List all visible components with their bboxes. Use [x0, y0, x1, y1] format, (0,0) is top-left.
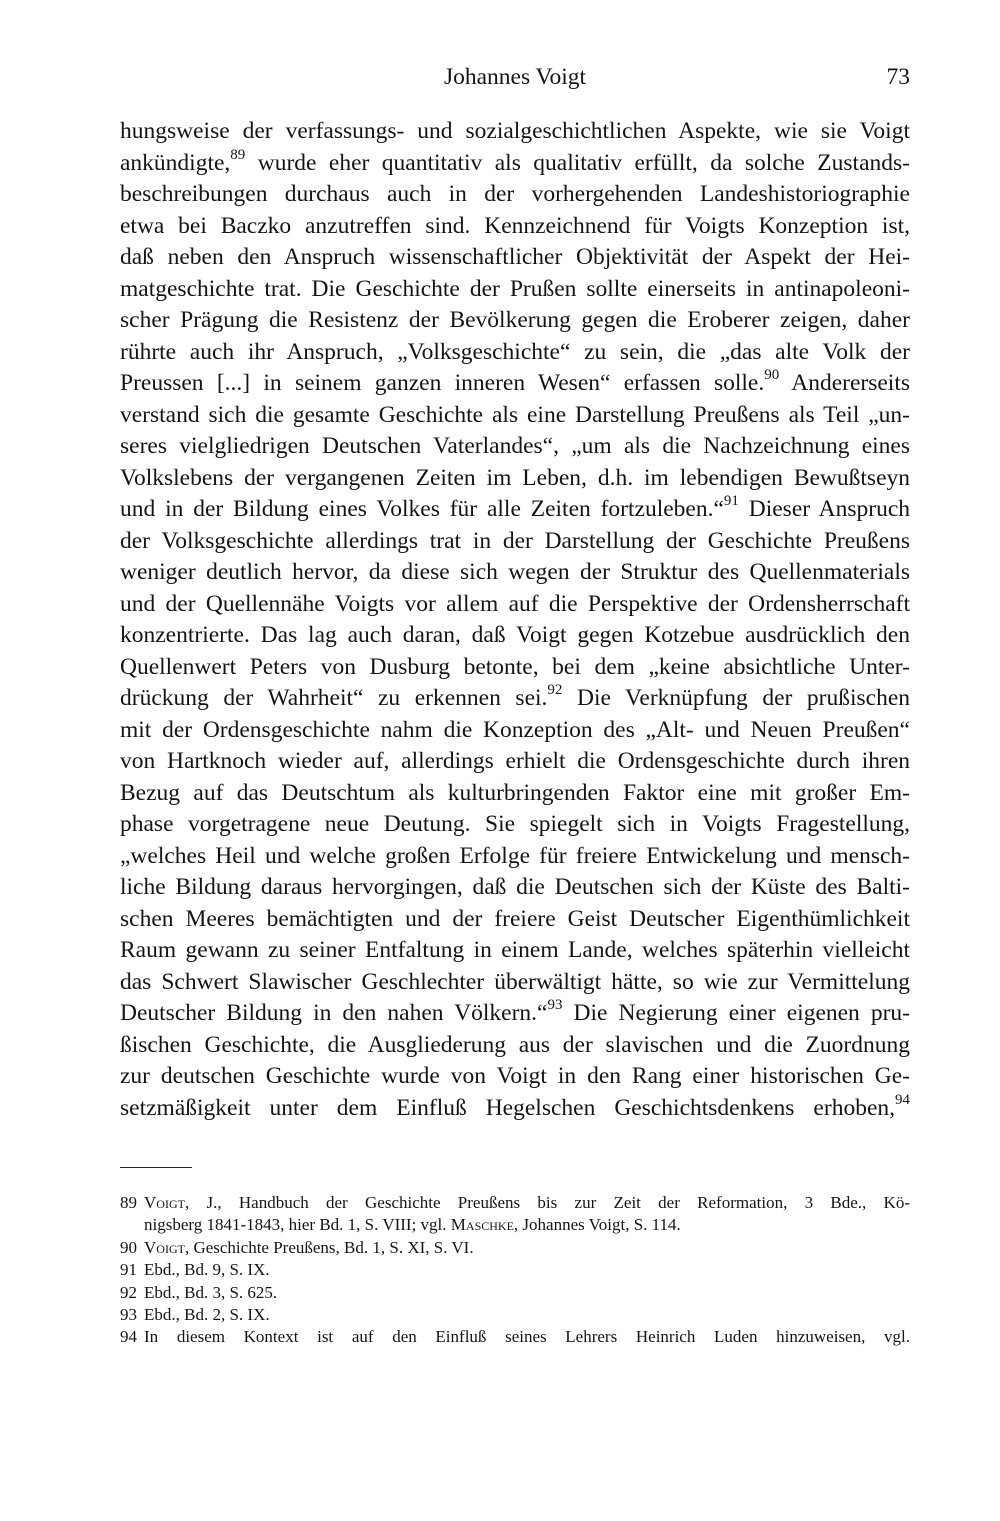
footnote-ref[interactable]: 92 [547, 682, 563, 699]
text-line: daß neben den Anspruch wissenschaftlicher Objektivität der Aspekt der Hei- [120, 244, 910, 270]
text-line: konzentrierte. Das lag auch daran, daß Voigt gegen Kotzebue ausdrücklich den [120, 622, 910, 648]
text-line: ßischen Geschichte, die Ausgliederung aus der slavischen und die Zuordnung [120, 1031, 910, 1058]
text-line: schen Meeres bemächtigten und der freiere Geist Deutscher Eigenthümlichkeit [120, 905, 910, 932]
text-line: Bezug auf das Deutschtum als kulturbringenden Faktor eine mit großer Em- [120, 779, 910, 806]
footnote [120, 1259, 910, 1281]
text-line: Volkslebens der vergangenen Zeiten im Leben, d.h. im lebendigen Bewußtseyn [120, 464, 910, 491]
text-line: mit der Ordensgeschichte nahm die Konzeption des „Alt- und Neuen Preußen“ [120, 716, 910, 743]
footnotes [120, 1192, 910, 1349]
running-title: Johannes Voigt [443, 64, 587, 90]
footnote-number: 92 [120, 1282, 137, 1302]
running-header [120, 56, 910, 96]
text-line: das Schwert Slawischer Geschlechter überwältigt hätte, so wie zur Vermittelung [120, 968, 910, 995]
text-line: rührte auch ihr Anspruch, „Volksgeschichte“ zu sein, die „das alte Volk der [120, 338, 910, 365]
text-line: drückung der Wahrheit“ zu erkennen sei.$^{92}$ Die Verknüpfung der prußischen [120, 682, 910, 711]
text-line: beschreibungen durchaus auch in der vorhergehenden Landeshistoriographie [120, 181, 910, 207]
footnote [120, 1237, 910, 1259]
text-line: matgeschichte trat. Die Geschichte der Prußen sollte einerseits in antinapoleoni- [120, 275, 910, 302]
footnote-line: Voigt, Geschichte Preußens, Bd. 1, S. XI, S. VI. [144, 1237, 474, 1257]
text-line: Raum gewann zu seiner Entfaltung in einem Lande, welches späterhin vielleicht [120, 937, 910, 963]
text-line: ankündigte,$^{89}$ wurde eher quantitativ als qualitativ erfüllt, da solche Zustands- [120, 146, 910, 176]
footnote-line: nigsberg 1841-1843, hier Bd. 1, S. VIII; vgl. Maschke, Johannes Voigt, S. 114. [144, 1215, 681, 1235]
footnote-ref[interactable]: 94 [895, 1091, 910, 1108]
text-line: Quellenwert Peters von Dusburg betonte, bei dem „keine absichtliche Unter- [120, 653, 910, 680]
text-line: zur deutschen Geschichte wurde von Voigt in den Rang einer historischen Ge- [120, 1063, 910, 1089]
footnote-line: Voigt, J., Handbuch der Geschichte Preußens bis zur Zeit der Reformation, 3 Bde., Kö- [144, 1193, 910, 1212]
main-text [120, 116, 910, 1124]
footnote-number: 94 [120, 1327, 137, 1347]
text-line: seres vielgliedrigen Deutschen Vaterlandes“, „um als die Nachzeichnung eines [120, 433, 910, 459]
footnote-line: Ebd., Bd. 3, S. 625. [144, 1282, 278, 1302]
author-name: Voigt [144, 1237, 185, 1257]
footnote-line: Ebd., Bd. 2, S. IX. [144, 1305, 270, 1324]
footnote [120, 1282, 910, 1304]
footnote-number: 90 [120, 1237, 137, 1257]
footnote-line: In diesem Kontext ist auf den Einfluß seines Lehrers Heinrich Luden hinzuweisen, vgl. [144, 1327, 910, 1347]
footnote [120, 1192, 910, 1237]
text-line: setzmäßigkeit unter dem Einfluß Hegelschen Geschichtsdenkens erhoben,$^{94}$ [120, 1091, 910, 1121]
text-line: und der Quellennähe Voigts vor allem auf die Perspektive der Ordensherrschaft [120, 590, 910, 617]
text-line: Deutscher Bildung in den nahen Völkern.“$^{93}$ Die Negierung einer eigenen pru- [120, 997, 910, 1026]
footnote [120, 1326, 910, 1348]
footnote-number: 91 [120, 1260, 137, 1280]
author-name: Voigt [144, 1193, 185, 1212]
footnote-separator [120, 1167, 192, 1168]
text-line: „welches Heil und welche großen Erfolge für freiere Entwickelung und mensch- [120, 842, 910, 869]
footnote-number: 93 [120, 1305, 137, 1324]
footnote-ref[interactable]: 89 [230, 146, 246, 163]
footnote-ref[interactable]: 90 [764, 367, 780, 384]
author-name: Maschke [450, 1215, 514, 1235]
footnote [120, 1304, 910, 1326]
text-line: phase vorgetragene neue Deutung. Sie spiegelt sich in Voigts Fragestellung, [120, 811, 910, 837]
footnote-number: 89 [120, 1193, 137, 1212]
page-number: 73 [886, 64, 910, 90]
text-line: und in der Bildung eines Volkes für alle Zeiten fortzuleben.“$^{91}$ Dieser Anspruch [120, 493, 910, 522]
footnote-ref[interactable]: 93 [547, 997, 563, 1014]
text-line: der Volksgeschichte allerdings trat in der Darstellung der Geschichte Preußens [120, 527, 910, 554]
text-line: hungsweise der verfassungs- und sozialgeschichtlichen Aspekte, wie sie Voigt [120, 118, 910, 144]
text-line: von Hartknoch wieder auf, allerdings erhielt die Ordensgeschichte durch ihren [120, 748, 910, 774]
footnote-line: Ebd., Bd. 9, S. IX. [144, 1260, 270, 1280]
footnote-ref[interactable]: 91 [723, 493, 739, 510]
text-line: verstand sich die gesamte Geschichte als eine Darstellung Preußens als Teil „un- [120, 401, 910, 428]
text-line: weniger deutlich hervor, da diese sich wegen der Struktur des Quellenmaterials [120, 559, 910, 585]
text-line: scher Prägung die Resistenz der Bevölkerung gegen die Eroberer zeigen, daher [120, 307, 910, 333]
text-line: etwa bei Baczko anzutreffen sind. Kennzeichnend für Voigts Konzeption ist, [120, 212, 910, 239]
text-line: liche Bildung daraus hervorgingen, daß die Deutschen sich der Küste des Balti- [120, 874, 910, 900]
text-line: Preussen [...] in seinem ganzen inneren Wesen“ erfassen solle.$^{90}$ Andererseits [120, 367, 910, 396]
